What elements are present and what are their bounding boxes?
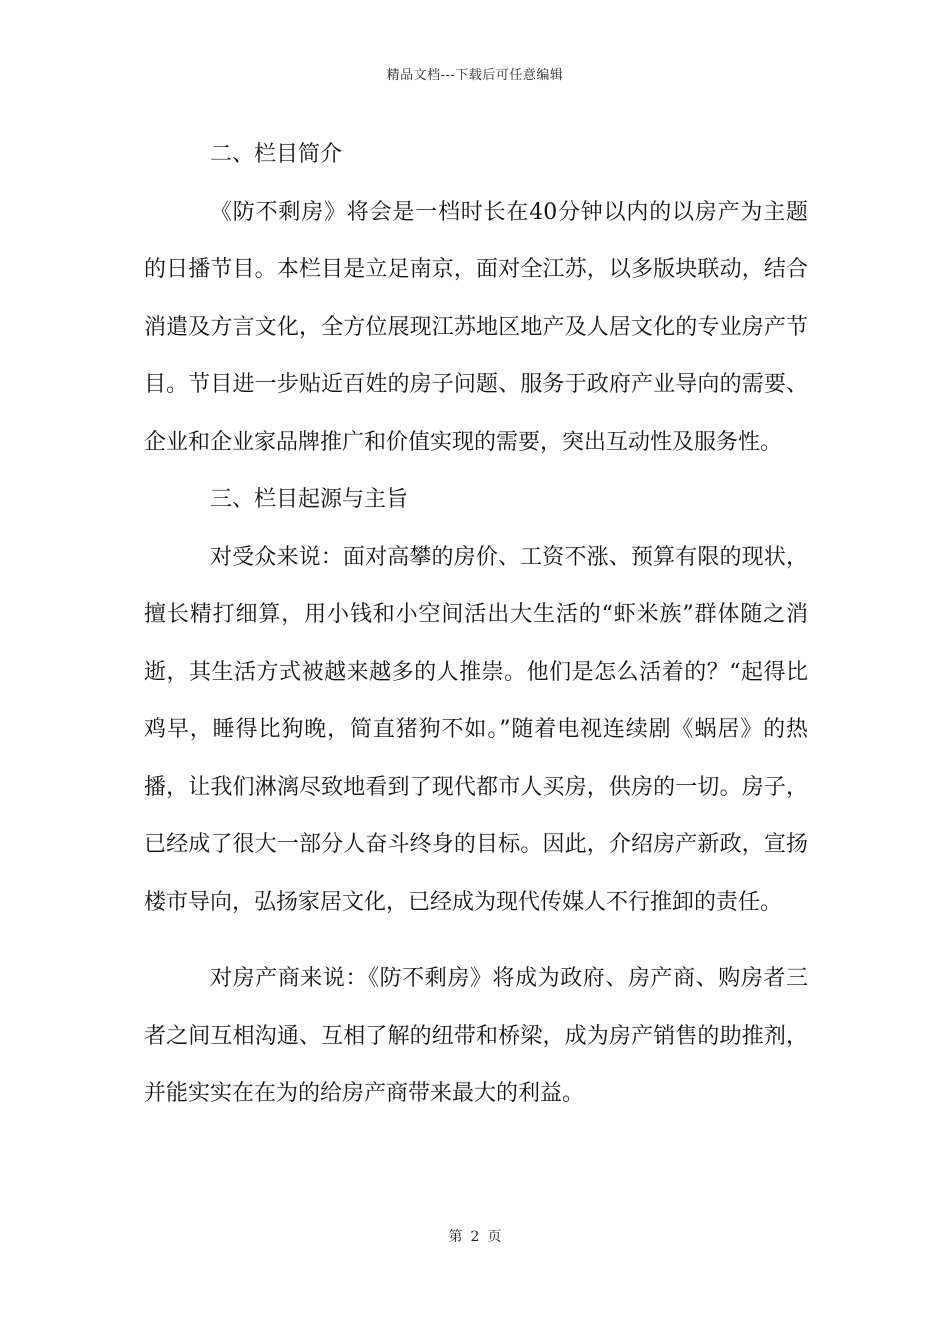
paragraph-gap: [144, 931, 808, 950]
paragraph-developer: 对房产商来说：《防不剩房》将成为政府、房产商、购房者三者之间互相沟通、互相了解的纽带和桥梁，成为房产销售的助推剂，并能实实在在为的给房产商带来最大的利益。: [144, 966, 808, 1106]
page-number: 2: [470, 1229, 480, 1245]
page-footer: [0, 1226, 950, 1246]
section-heading-intro: 二、栏目简介: [210, 142, 343, 167]
paragraph-intro: 《防不剩房》将会是一档时长在40分钟以内的以房产为主题的日播节目。本栏目是立足南京，面对全江苏，以多版块联动，结合消遣及方言文化，全方位展现江苏地区地产及人居文化的专业房产节目。节目进一步贴近百姓的房子问题、服务于政府产业导向的需要、企业和企业家品牌推广和价值实现的需要，突出互动性及服务性。: [144, 199, 808, 455]
page-header: 精品文档---下载后可任意编辑: [386, 68, 564, 83]
page-number-prefix: 第: [448, 1229, 463, 1245]
document-body: [144, 126, 808, 1123]
page-number-suffix: 页: [487, 1229, 502, 1245]
section-heading-origin: 三、栏目起源与主旨: [210, 487, 409, 512]
paragraph-audience: 对受众来说：面对高攀的房价、工资不涨、预算有限的现状，擅长精打细算，用小钱和小空间活出大生活的“虾米族”群体随之消逝，其生活方式被越来越多的人推崇。他们是怎么活着的？“起得比鸡早，睡得比狗晚，简直猪狗不如。”随着电视连续剧《蜗居》的热播，让我们淋漓尽致地看到了现代都市人买房，供房的一切。房子，已经成了很大一部分人奋斗终身的目标。因此，介绍房产新政，宣扬楼市导向，弘扬家居文化，已经成为现代传媒人不行推卸的责任。: [144, 544, 808, 915]
